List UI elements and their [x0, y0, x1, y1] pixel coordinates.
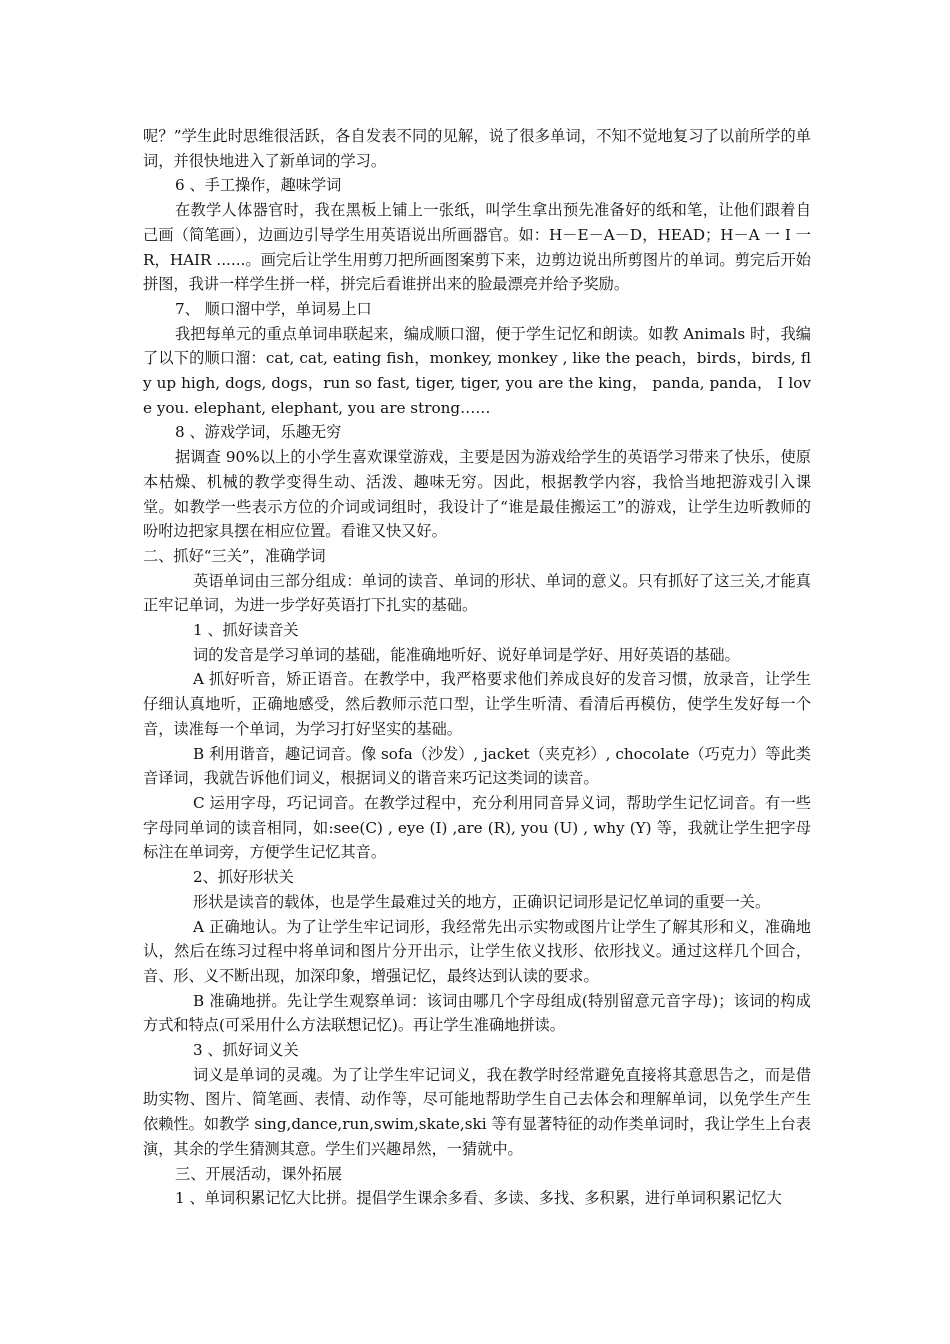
paragraph: B 准确地拼。先让学生观察单词：该词由哪几个字母组成(特别留意元音字母)；该词的构成方式和特点(可采用什么方法联想记忆)。再让学生准确地拼读。 — [143, 991, 811, 1035]
section-heading: 2、抓好形状关 — [193, 868, 294, 887]
section-heading: 1 、抓好读音关 — [193, 621, 299, 640]
section-heading: 8 、游戏学词，乐趣无穷 — [175, 423, 342, 442]
document-body — [143, 124, 811, 1211]
chapter-heading: 二、抓好“三关”，准确学词 — [143, 546, 326, 565]
paragraph: 形状是读音的载体，也是学生最难过关的地方，正确识记词形是记忆单词的重要一关。 — [193, 892, 771, 911]
paragraph: 呢？”学生此时思维很活跃，各自发表不同的见解，说了很多单词，不知不觉地复习了以前所学的单词，并很快地进入了新单词的学习。 — [143, 127, 811, 170]
section-heading: 3 、抓好词义关 — [193, 1041, 299, 1060]
chapter-heading: 三、开展活动，课外拓展 — [175, 1164, 343, 1183]
paragraph: 1 、单词积累记忆大比拼。提倡学生课余多看、多读、多找、多积累，进行单词积累记忆大 — [175, 1189, 782, 1208]
paragraph: 据调查 90%以上的小学生喜欢课堂游戏，主要是因为游戏给学生的英语学习带来了快乐，使原本枯燥、机械的教学变得生动、活泼、趣味无穷。因此，根据教学内容，我恰当地把游戏引入课堂。如教学一些表示方位的介词或词组时，我设计了“谁是最佳搬运工”的游戏，让学生边听教师的吩咐边把家具摆在相应位置。看谁又快又好。 — [143, 448, 811, 541]
paragraph: 在教学人体器官时，我在黑板上铺上一张纸，叫学生拿出预先准备好的纸和笔，让他们跟着自己画（简笔画），边画边引导学生用英语说出所画器官。如：H－E－A－D，HEAD；H－A 一 I 一 R，HAIR ......。画完后让学生用剪刀把所画图案剪下来，边剪边说出所剪图片的单词。剪完后开始拼图，我讲一样学生拼一样，拼完后看谁拼出来的脸最漂亮并给予奖励。 — [143, 201, 811, 294]
section-heading: 7、 顺口溜中学，单词易上口 — [175, 299, 372, 318]
paragraph: 英语单词由三部分组成：单词的读音、单词的形状、单词的意义。只有抓好了这三关,才能真正牢记单词，为进一步学好英语打下扎实的基础。 — [143, 571, 811, 615]
paragraph: 词义是单词的灵魂。为了让学生牢记词义，我在教学时经常避免直接将其意思告之，而是借助实物、图片、简笔画、表情、动作等，尽可能地帮助学生自己去体会和理解单词，以免学生产生依赖性。如教学 sing,dance,run,swim,skate,ski 等有显著特征的动作类单词时，我让学生上台表演，其余的学生猜测其意。学生们兴趣昂然，一猜就中。 — [143, 1065, 811, 1158]
paragraph: A 正确地认。为了让学生牢记词形，我经常先出示实物或图片让学生了解其形和义，准确地认，然后在练习过程中将单词和图片分开出示，让学生依义找形、依形找义。通过这样几个回合，音、形、义不断出现，加深印象，增强记忆，最终达到认读的要求。 — [143, 917, 811, 985]
section-heading: 6 、手工操作，趣味学词 — [175, 176, 342, 195]
paragraph: B 利用谐音，趣记词音。像 sofa（沙发）, jacket（夹克衫）, chocolate（巧克力）等此类音译词，我就告诉他们词义，根据词义的谐音来巧记这类词的读音。 — [143, 744, 811, 788]
paragraph: 我把每单元的重点单词串联起来，编成顺口溜，便于学生记忆和朗读。如教 Animals 时，我编了以下的顺口溜：cat, cat, eating fish，monkey, monkey , like the peach，birds，birds, fly up high, dogs, dogs，run so fast, tiger, tiger, you are the king， panda, panda， I love you. elephant, elephant, you are strong…… — [143, 324, 811, 417]
paragraph: C 运用字母，巧记词音。在教学过程中，充分利用同音异义词，帮助学生记忆词音。有一些字母同单词的读音相同，如:see(C) , eye (I) ,are (R), you (U) , why (Y) 等，我就让学生把字母标注在单词旁，方便学生记忆其音。 — [143, 793, 811, 862]
paragraph: 词的发音是学习单词的基础，能准确地听好、说好单词是学好、用好英语的基础。 — [193, 645, 740, 664]
paragraph: A 抓好听音，矫正语音。在教学中，我严格要求他们养成良好的发音习惯，放录音，让学生仔细认真地听，正确地感受，然后教师示范口型，让学生听清、看清后再模仿，使学生发好每一个音，读准每一个单词，为学习打好坚实的基础。 — [143, 670, 811, 738]
